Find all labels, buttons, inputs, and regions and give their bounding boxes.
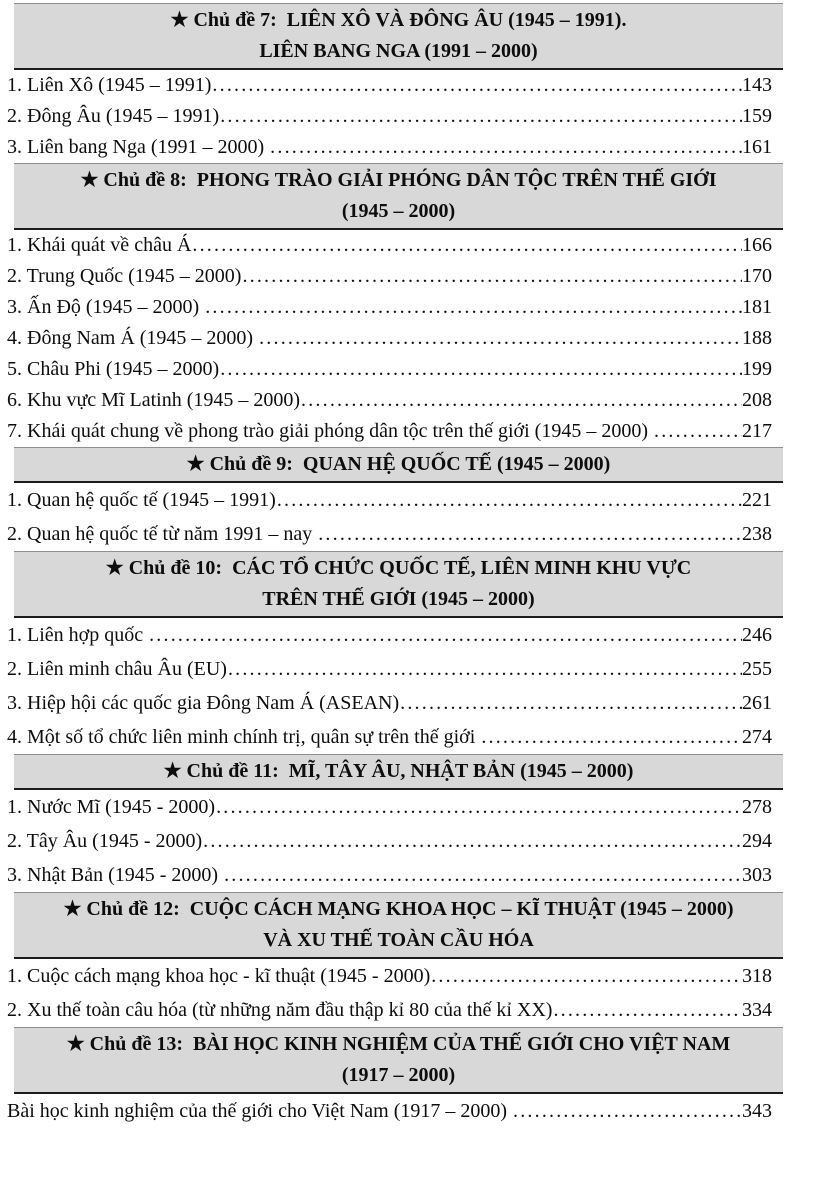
toc-entry-page-number: 199 bbox=[742, 358, 772, 380]
dot-leader bbox=[480, 720, 742, 754]
toc-entry-label: 2. Trung Quốc (1945 – 2000) bbox=[7, 265, 242, 287]
topic-header-line: ★ Chủ đề 7: LIÊN XÔ VÀ ĐÔNG ÂU (1945 – 1991). bbox=[170, 9, 627, 31]
toc-entry-row bbox=[7, 292, 772, 323]
toc-entry-label: Bài học kinh nghiệm của thế giới cho Việt Nam (1917 – 2000) bbox=[7, 1100, 513, 1122]
toc-entry-page-number: 294 bbox=[742, 830, 772, 852]
toc-entry-page-number: 278 bbox=[742, 796, 772, 818]
dot-leader bbox=[430, 959, 742, 993]
toc-entry-row bbox=[7, 261, 772, 292]
toc-entry-row bbox=[7, 790, 772, 824]
topic-header-band bbox=[14, 1027, 783, 1094]
toc-entry-row bbox=[7, 686, 772, 720]
topic-header-line: LIÊN BANG NGA (1991 – 2000) bbox=[259, 40, 538, 62]
dot-leader bbox=[227, 652, 742, 686]
toc-entry-row bbox=[7, 70, 772, 101]
toc-entry-row bbox=[7, 858, 772, 892]
toc-entry-label: 1. Quan hệ quốc tế (1945 – 1991) bbox=[7, 489, 276, 511]
topic-header-line: ★ Chủ đề 9: QUAN HỆ QUỐC TẾ (1945 – 2000) bbox=[186, 453, 611, 475]
toc-entry-row bbox=[7, 101, 772, 132]
dot-leader bbox=[191, 230, 742, 261]
toc-entry-label: 1. Liên hợp quốc bbox=[7, 624, 149, 646]
toc-section bbox=[0, 1027, 822, 1128]
toc-entry-label: 2. Xu thế toàn câu hóa (từ những năm đầu thập kỉ 80 của thế kỉ XX) bbox=[7, 999, 553, 1021]
topic-header-line: (1917 – 2000) bbox=[341, 1064, 456, 1086]
toc-entry-page-number: 143 bbox=[742, 74, 772, 96]
dot-leader bbox=[512, 1094, 742, 1128]
dot-leader bbox=[215, 790, 742, 824]
toc-entry-label: 3. Liên bang Nga (1991 – 2000) bbox=[7, 136, 270, 158]
toc-entry-label: 3. Nhật Bản (1945 - 2000) bbox=[7, 864, 224, 886]
topic-header-band bbox=[14, 754, 783, 790]
dot-leader bbox=[300, 385, 742, 416]
toc-entry-page-number: 217 bbox=[742, 420, 772, 442]
dot-leader bbox=[258, 323, 742, 354]
toc-entry-label: 2. Đông Âu (1945 – 1991) bbox=[7, 105, 220, 127]
dot-leader bbox=[241, 261, 742, 292]
toc-entry-label: 3. Hiệp hội các quốc gia Đông Nam Á (ASEAN) bbox=[7, 692, 400, 714]
toc-entry-label: 5. Châu Phi (1945 – 2000) bbox=[7, 358, 220, 380]
toc-entry-page-number: 221 bbox=[742, 489, 772, 511]
toc-entry-row bbox=[7, 652, 772, 686]
toc-entry-page-number: 208 bbox=[742, 389, 772, 411]
topic-header-line: ★ Chủ đề 13: BÀI HỌC KINH NGHIỆM CỦA THẾ GIỚI CHO VIỆT NAM bbox=[66, 1033, 731, 1055]
topic-header-line: ★ Chủ đề 8: PHONG TRÀO GIẢI PHÓNG DÂN TỘC TRÊN THẾ GIỚI bbox=[80, 169, 717, 191]
toc-entry-page-number: 246 bbox=[742, 624, 772, 646]
dot-leader bbox=[211, 70, 742, 101]
toc-entries bbox=[0, 1094, 822, 1128]
toc-entry-row bbox=[7, 385, 772, 416]
dot-leader bbox=[552, 993, 742, 1027]
toc-entry-label: 4. Một số tổ chức liên minh chính trị, quân sự trên thế giới bbox=[7, 726, 481, 748]
toc-entry-page-number: 188 bbox=[742, 327, 772, 349]
dot-leader bbox=[202, 824, 742, 858]
topic-header-band bbox=[14, 163, 783, 230]
toc-entry-row bbox=[7, 517, 772, 551]
toc-entry-page-number: 181 bbox=[742, 296, 772, 318]
toc-entry-label: 7. Khái quát chung về phong trào giải phóng dân tộc trên thế giới (1945 – 2000) bbox=[7, 420, 653, 442]
dot-leader bbox=[204, 292, 742, 323]
toc-entry-label: 2. Liên minh châu Âu (EU) bbox=[7, 658, 227, 680]
toc-entry-label: 1. Liên Xô (1945 – 1991) bbox=[7, 74, 212, 96]
dot-leader bbox=[219, 101, 742, 132]
toc-section bbox=[0, 163, 822, 447]
topic-header-line: (1945 – 2000) bbox=[341, 200, 456, 222]
toc-section bbox=[0, 892, 822, 1027]
toc-entry-row bbox=[7, 824, 772, 858]
toc-entry-row bbox=[7, 354, 772, 385]
toc-entries bbox=[0, 790, 822, 892]
toc-section bbox=[0, 551, 822, 754]
toc-entry-page-number: 343 bbox=[742, 1100, 772, 1122]
dot-leader bbox=[223, 858, 742, 892]
toc-entries bbox=[0, 618, 822, 754]
topic-header-line: ★ Chủ đề 11: MĨ, TÂY ÂU, NHẬT BẢN (1945 – 2000) bbox=[163, 760, 634, 782]
toc-entry-row bbox=[7, 993, 772, 1027]
toc-section bbox=[0, 3, 822, 163]
toc-entries bbox=[0, 230, 822, 447]
toc-section bbox=[0, 447, 822, 551]
dot-leader bbox=[148, 618, 742, 652]
toc-entry-label: 2. Quan hệ quốc tế từ năm 1991 – nay bbox=[7, 523, 318, 545]
table-of-contents bbox=[0, 3, 822, 1128]
toc-entry-row bbox=[7, 230, 772, 261]
toc-entry-row bbox=[7, 618, 772, 652]
toc-entry-row bbox=[7, 483, 772, 517]
toc-entry-page-number: 166 bbox=[742, 234, 772, 256]
toc-entry-page-number: 261 bbox=[742, 692, 772, 714]
toc-entry-row bbox=[7, 720, 772, 754]
dot-leader bbox=[653, 416, 742, 447]
toc-entry-label: 2. Tây Âu (1945 - 2000) bbox=[7, 830, 203, 852]
topic-header-line: VÀ XU THẾ TOÀN CẦU HÓA bbox=[263, 929, 534, 951]
toc-entry-label: 1. Nước Mĩ (1945 - 2000) bbox=[7, 796, 216, 818]
toc-entry-row bbox=[7, 323, 772, 354]
toc-entry-page-number: 303 bbox=[742, 864, 772, 886]
topic-header-line: TRÊN THẾ GIỚI (1945 – 2000) bbox=[262, 588, 535, 610]
toc-entry-label: 3. Ấn Độ (1945 – 2000) bbox=[7, 296, 205, 318]
dot-leader bbox=[317, 517, 742, 551]
toc-entry-label: 4. Đông Nam Á (1945 – 2000) bbox=[7, 327, 259, 349]
toc-entry-label: 6. Khu vực Mĩ Latinh (1945 – 2000) bbox=[7, 389, 301, 411]
topic-header-band bbox=[14, 892, 783, 959]
toc-entry-page-number: 318 bbox=[742, 965, 772, 987]
toc-section bbox=[0, 754, 822, 892]
toc-entry-row bbox=[7, 416, 772, 447]
topic-header-band bbox=[14, 551, 783, 618]
topic-header-line: ★ Chủ đề 12: CUỘC CÁCH MẠNG KHOA HỌC – KĨ THUẬT (1945 – 2000) bbox=[63, 898, 734, 920]
dot-leader bbox=[276, 483, 742, 517]
toc-entry-page-number: 274 bbox=[742, 726, 772, 748]
dot-leader bbox=[399, 686, 742, 720]
toc-entry-page-number: 238 bbox=[742, 523, 772, 545]
toc-entry-page-number: 170 bbox=[742, 265, 772, 287]
toc-entry-page-number: 255 bbox=[742, 658, 772, 680]
topic-header-line: ★ Chủ đề 10: CÁC TỔ CHỨC QUỐC TẾ, LIÊN MINH KHU VỰC bbox=[105, 557, 692, 579]
toc-entry-page-number: 159 bbox=[742, 105, 772, 127]
toc-entries bbox=[0, 70, 822, 163]
toc-entry-row bbox=[7, 132, 772, 163]
toc-entry-label: 1. Cuộc cách mạng khoa học - kĩ thuật (1945 - 2000) bbox=[7, 965, 431, 987]
topic-header-band bbox=[14, 3, 783, 70]
toc-entry-row bbox=[7, 1094, 772, 1128]
dot-leader bbox=[219, 354, 742, 385]
toc-entry-row bbox=[7, 959, 772, 993]
toc-entry-label: 1. Khái quát về châu Á bbox=[7, 234, 192, 256]
toc-entry-page-number: 334 bbox=[742, 999, 772, 1021]
dot-leader bbox=[269, 132, 742, 163]
topic-header-band bbox=[14, 447, 783, 483]
toc-entries bbox=[0, 483, 822, 551]
toc-entries bbox=[0, 959, 822, 1027]
toc-entry-page-number: 161 bbox=[742, 136, 772, 158]
